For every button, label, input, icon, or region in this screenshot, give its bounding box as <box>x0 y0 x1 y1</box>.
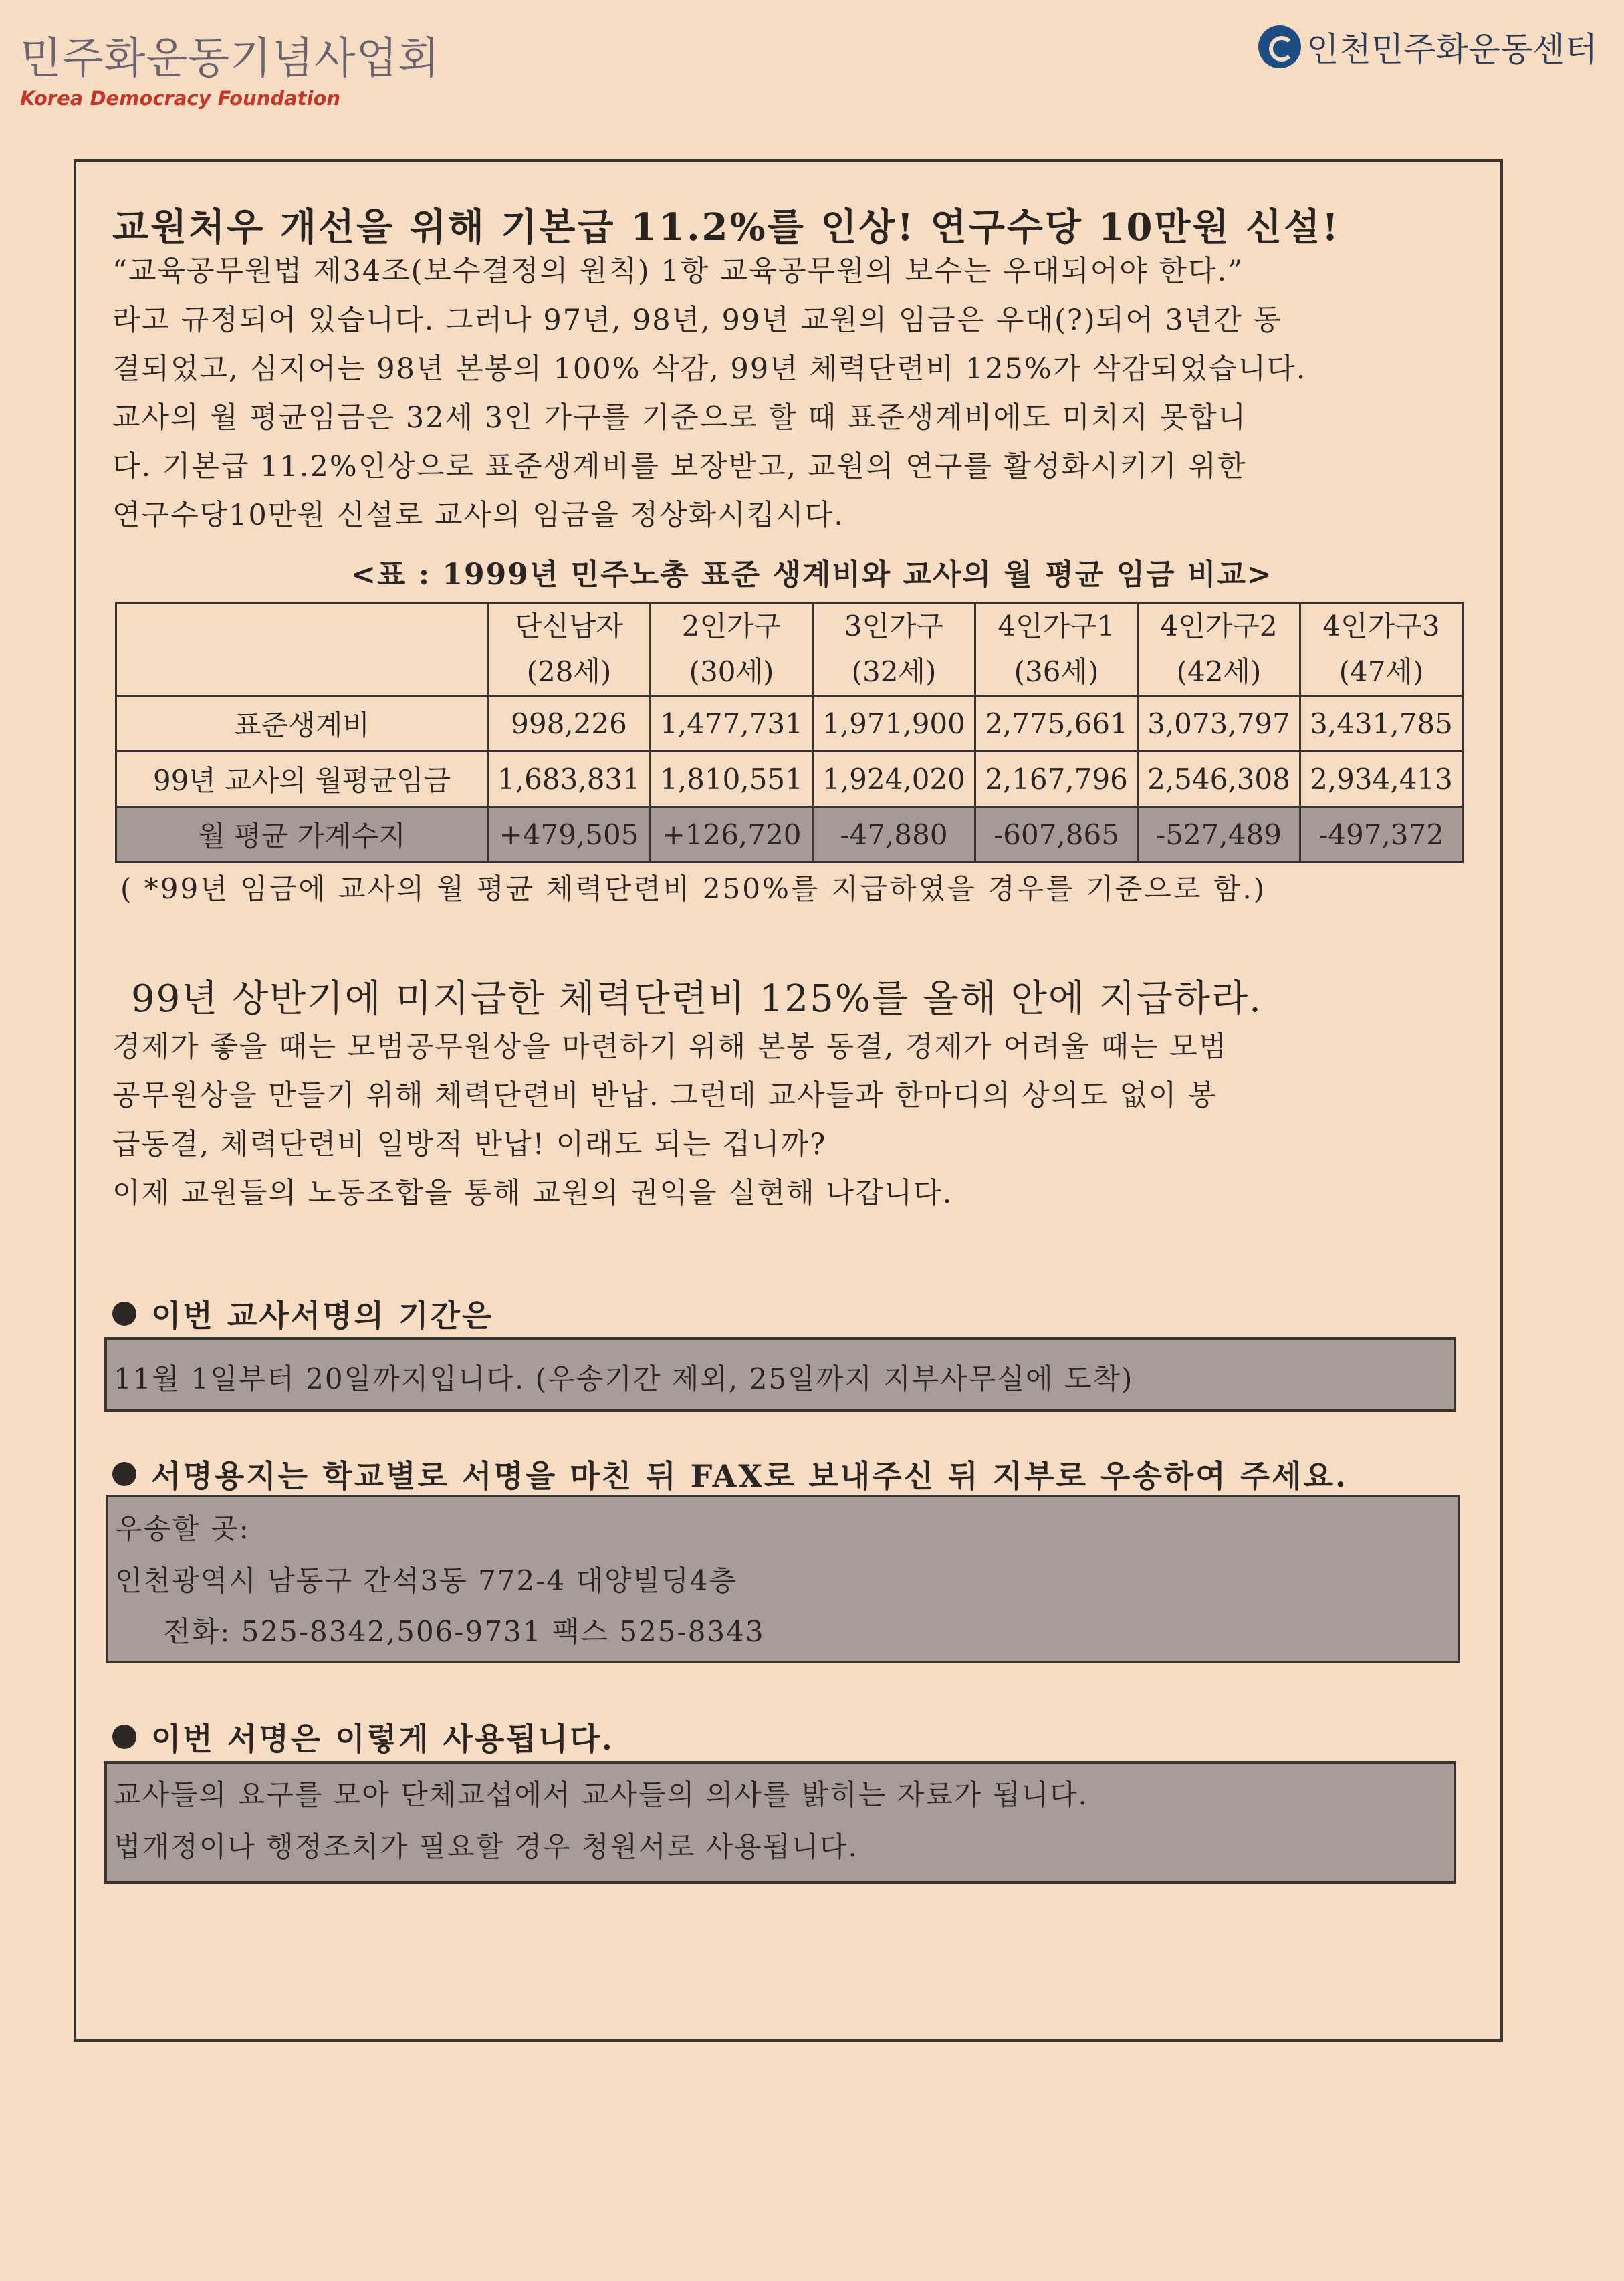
column-header: 단신남자 (28세) <box>488 603 651 696</box>
table-cell: 1,924,020 <box>813 751 975 807</box>
table-cell: +126,720 <box>651 807 813 862</box>
section2-line: 급동결, 체력단련비 일방적 반납! 이래도 되는 겁니까? <box>112 1128 827 1161</box>
section1-line: 교사의 월 평균임금은 32세 3인 가구를 기준으로 할 때 표준생계비에도 미치지 못합니 <box>112 401 1248 435</box>
usage-line: 교사들의 요구를 모아 단체교섭에서 교사들의 의사를 밝히는 자료가 됩니다. <box>114 1778 1088 1811</box>
period-title: 이번 교사서명의 기간은 <box>151 1298 494 1334</box>
row-label: 99년 교사의 월평균임금 <box>116 751 488 807</box>
usage-box <box>104 1761 1456 1884</box>
mailing-address: 인천광역시 남동구 간석3동 772-4 대양빌딩4층 <box>115 1564 738 1597</box>
table-row <box>116 696 1463 751</box>
table-cell: 2,167,796 <box>975 751 1138 807</box>
table-row-highlighted <box>116 807 1463 862</box>
wage-comparison-table <box>115 602 1464 863</box>
table-cell: -47,880 <box>813 807 975 862</box>
bullet-icon <box>112 1302 136 1326</box>
period-heading <box>112 1292 493 1336</box>
table-cell: 2,546,308 <box>1138 751 1300 807</box>
section2-paragraph <box>112 1023 1463 1218</box>
period-box <box>104 1337 1456 1412</box>
usage-line: 법개정이나 행정조치가 필요할 경우 청원서로 사용됩니다. <box>114 1830 858 1863</box>
table-cell: -527,489 <box>1138 807 1300 862</box>
mailing-box <box>106 1495 1460 1663</box>
table-cell: 1,477,731 <box>651 696 813 751</box>
korea-democracy-foundation-logo <box>20 24 440 110</box>
mailing-title: 서명용지는 학교별로 서명을 마친 뒤 FAX로 보내주신 뒤 지부로 우송하여 주세요. <box>151 1458 1349 1494</box>
table-cell: 2,934,413 <box>1300 751 1463 807</box>
table-cell: -607,865 <box>975 807 1138 862</box>
center-emblem-icon <box>1258 25 1301 68</box>
table-row <box>116 751 1463 807</box>
foundation-name-english: Korea Democracy Foundation <box>20 87 341 110</box>
mailing-contact: 전화: 525-8342,506-9731 팩스 525-8343 <box>163 1615 765 1648</box>
mailing-heading <box>112 1452 1348 1496</box>
column-header: 4인가구2 (42세) <box>1138 603 1300 696</box>
section1-line: 연구수당10만원 신설로 교사의 임금을 정상화시킵시다. <box>112 499 844 532</box>
table-caption: <표 : 1999년 민주노총 표준 생계비와 교사의 월 평균 임금 비교> <box>351 558 1273 592</box>
section1-line: 다. 기본급 11.2%인상으로 표준생계비를 보장받고, 교원의 연구를 활성화시키기 위한 <box>112 450 1247 483</box>
table-cell: 3,073,797 <box>1138 696 1300 751</box>
usage-heading <box>112 1715 614 1759</box>
mailing-label: 우송할 곳: <box>115 1512 250 1545</box>
section2-title: 99년 상반기에 미지급한 체력단련비 125%를 올해 안에 지급하라. <box>131 977 1262 1021</box>
incheon-democracy-center-logo <box>1258 23 1597 71</box>
table-cell: 998,226 <box>488 696 651 751</box>
column-header: 3인가구 (32세) <box>813 603 975 696</box>
usage-title: 이번 서명은 이렇게 사용됩니다. <box>151 1721 614 1757</box>
table-cell: 1,971,900 <box>813 696 975 751</box>
section1-headline: 교원처우 개선을 위해 기본급 11.2%를 인상! 연구수당 10만원 신설! <box>112 205 1341 249</box>
center-name: 인천민주화운동센터 <box>1306 30 1597 69</box>
row-label: 월 평균 가계수지 <box>116 807 488 862</box>
section1-line: “교육공무원법 제34조(보수결정의 원칙) 1항 교육공무원의 보수는 우대되어야 한다.” <box>112 255 1244 288</box>
table-header-row <box>116 603 1463 696</box>
section2-line: 이제 교원들의 노동조합을 통해 교원의 권익을 실현해 나갑니다. <box>112 1177 953 1210</box>
section1-paragraph <box>112 247 1463 540</box>
table-footnote: ( *99년 임금에 교사의 월 평균 체력단련비 250%를 지급하였을 경우를 기준으로 함.) <box>120 872 1267 905</box>
table-cell: 3,431,785 <box>1300 696 1463 751</box>
table-corner-cell <box>116 603 488 696</box>
table-cell: 1,683,831 <box>488 751 651 807</box>
section1-line: 라고 규정되어 있습니다. 그러나 97년, 98년, 99년 교원의 임금은 우대(?)되어 3년간 동 <box>112 304 1283 337</box>
table-cell: -497,372 <box>1300 807 1463 862</box>
bullet-icon <box>112 1462 136 1486</box>
section2-line: 공무원상을 만들기 위해 체력단련비 반납. 그런데 교사들과 한마디의 상의도 없이 봉 <box>112 1079 1217 1112</box>
table-cell: 2,775,661 <box>975 696 1138 751</box>
section2-line: 경제가 좋을 때는 모범공무원상을 마련하기 위해 본봉 동결, 경제가 어려울 때는 모범 <box>112 1030 1228 1064</box>
row-label: 표준생계비 <box>116 696 488 751</box>
foundation-name-korean: 민주화운동기념사업회 <box>20 34 441 84</box>
table-cell: 1,810,551 <box>651 751 813 807</box>
period-text: 11월 1일부터 20일까지입니다. (우송기간 제외, 25일까지 지부사무실에 도착) <box>114 1362 1134 1395</box>
table-cell: +479,505 <box>488 807 651 862</box>
column-header: 4인가구1 (36세) <box>975 603 1138 696</box>
section1-line: 결되었고, 심지어는 98년 본봉의 100% 삭감, 99년 체력단련비 125%가 삭감되었습니다. <box>112 352 1307 386</box>
bullet-icon <box>112 1725 136 1749</box>
column-header: 2인가구 (30세) <box>651 603 813 696</box>
column-header: 4인가구3 (47세) <box>1300 603 1463 696</box>
